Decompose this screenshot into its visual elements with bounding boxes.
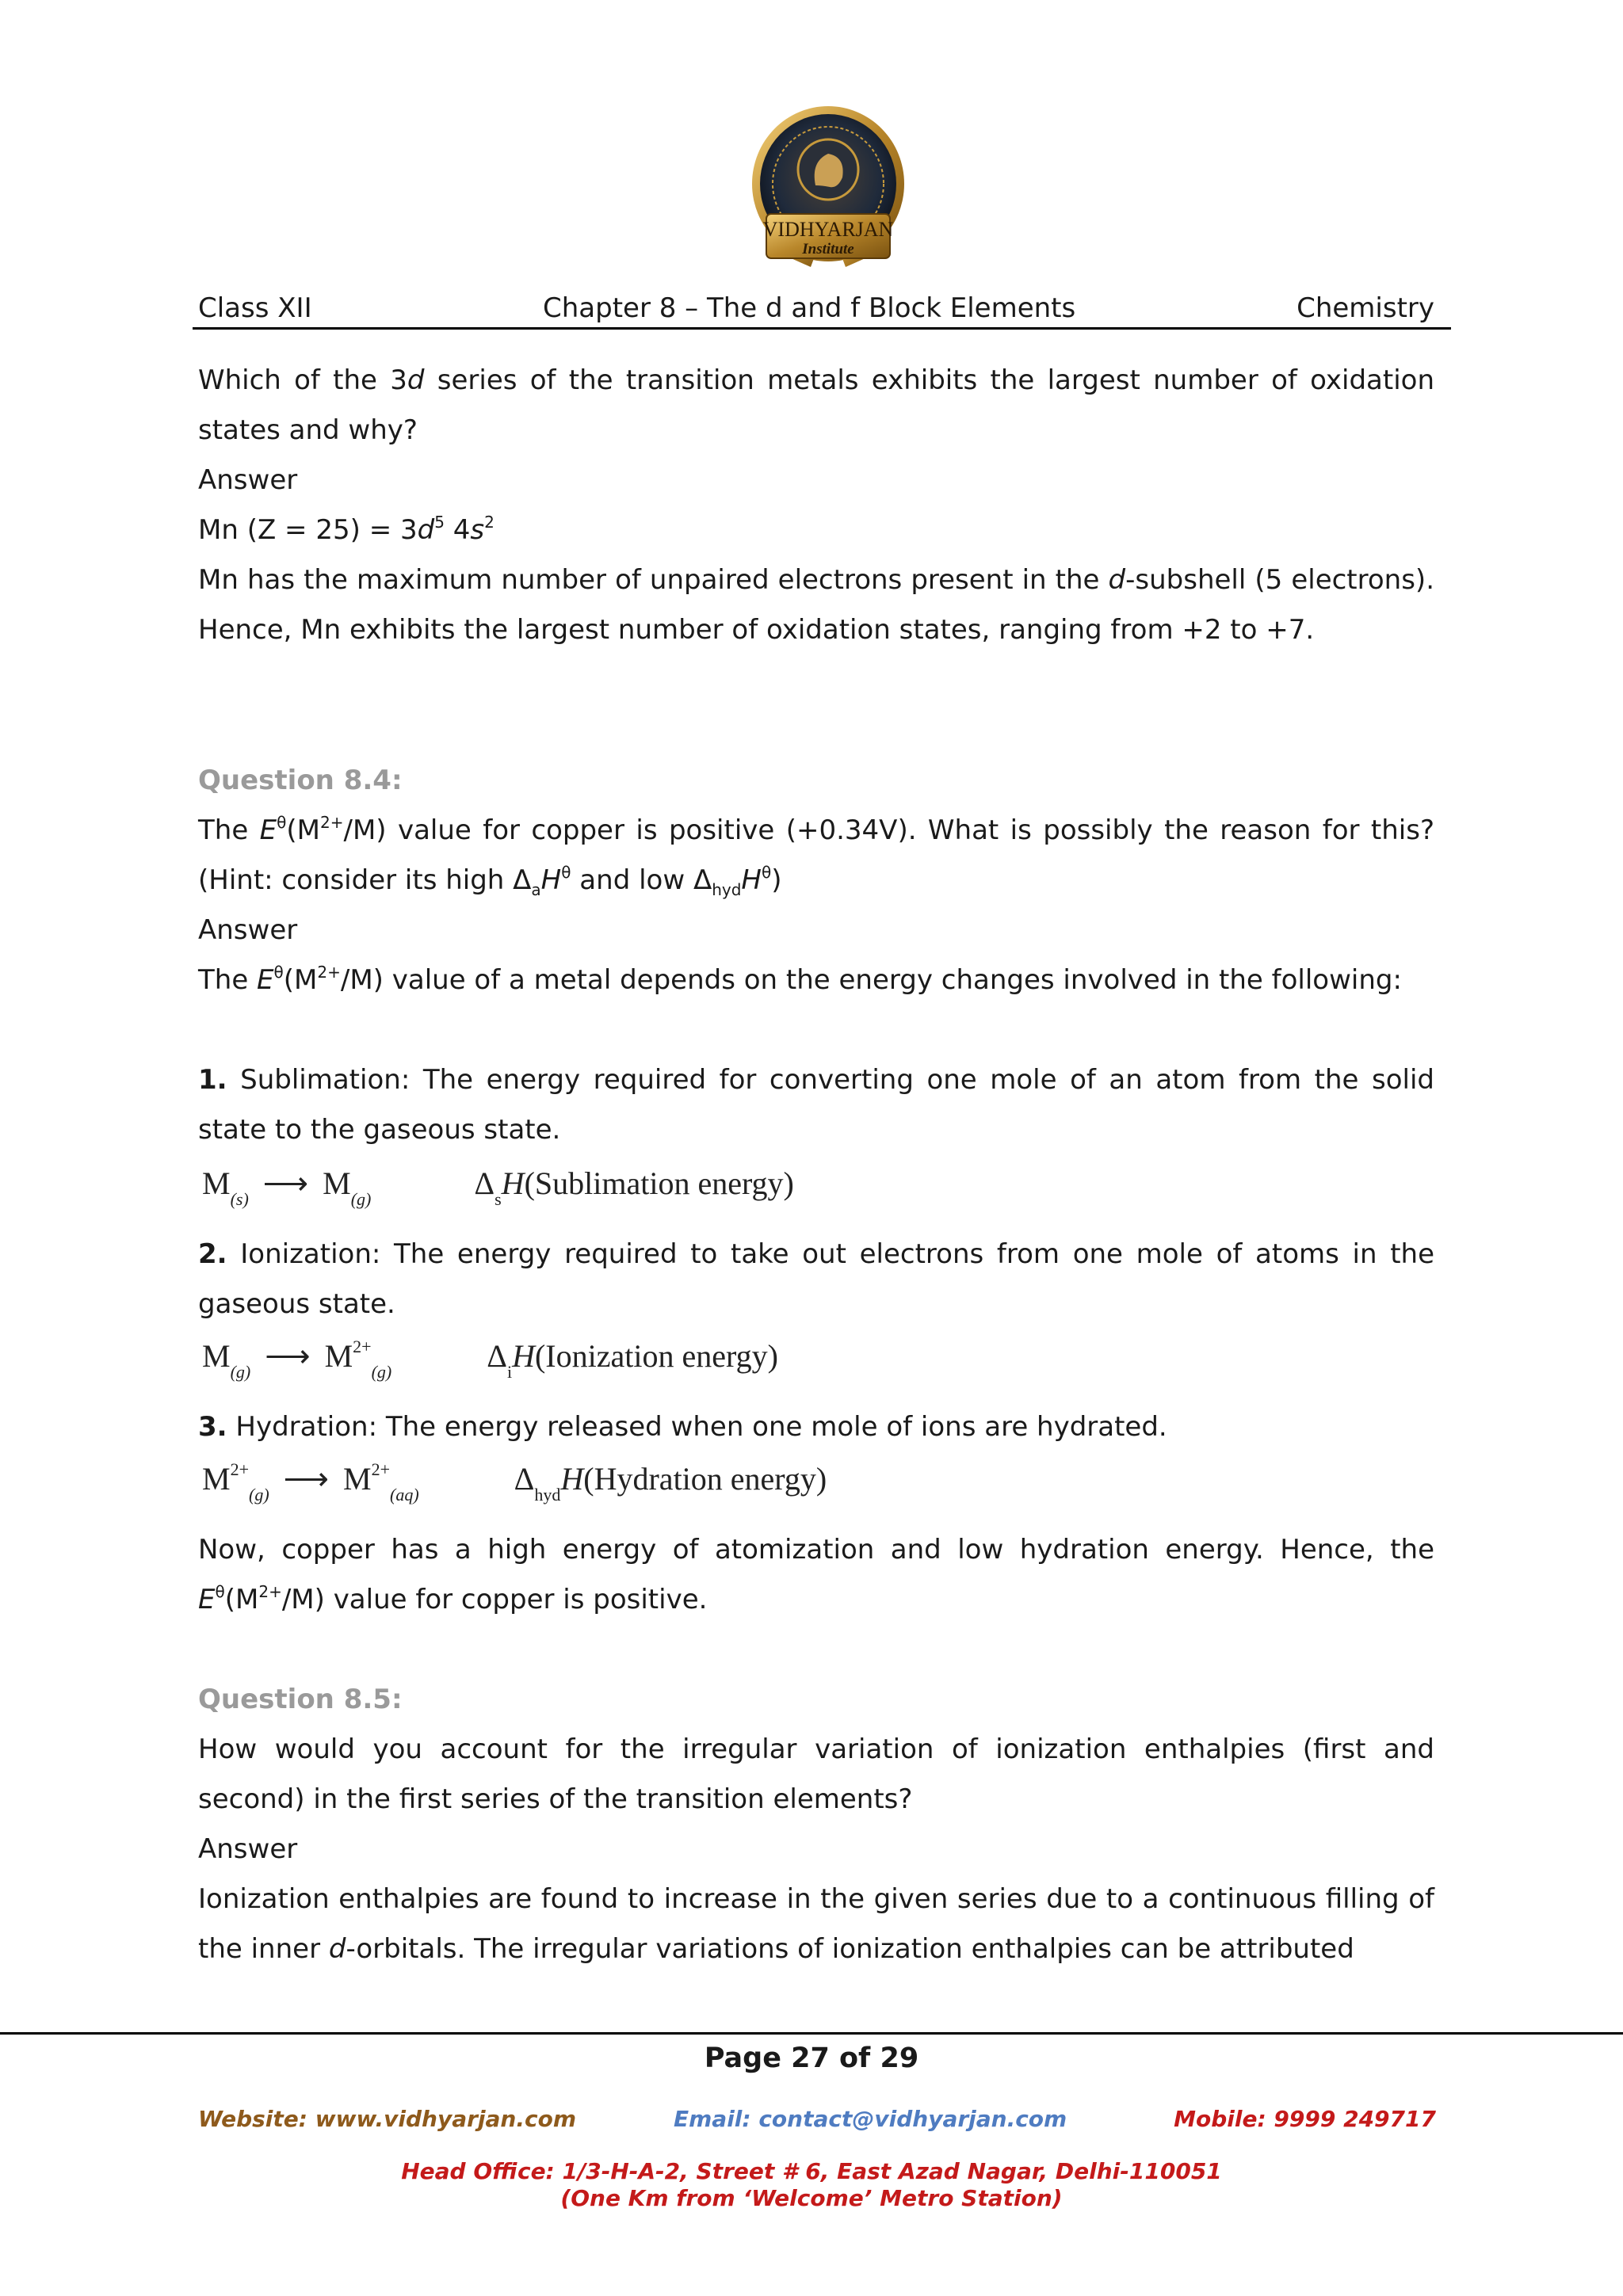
- question-8-5-title: Question 8.5:: [198, 1684, 403, 1715]
- footer-mobile: Mobile: 9999 249717: [1174, 2106, 1436, 2132]
- question-8-4-text: The $E^\theta(M^{2+}/M)$ value for copper is positive (+0.34V). What is possibly the reason for this? (Hint: consider its high $\Delta_aH^\theta$ and low $\Delta_{hyd}H^\theta$): [198, 813, 1434, 899]
- step-sublimation: 1. Sublimation: The energy required for converting one mole of an atom from the solid state to the gaseous state.: [198, 1064, 1434, 1146]
- answer-label: Answer: [198, 1833, 298, 1865]
- header-chapter: Chapter 8 – The d and f Block Elements: [543, 292, 1076, 324]
- question-8-4-title: Question 8.4:: [198, 765, 403, 796]
- page-number: Page 27 of 29: [704, 2042, 919, 2074]
- footer-email[interactable]: Email: contact@vidhyarjan.com: [674, 2106, 1067, 2132]
- answer-8-5-text: Ionization enthalpies are found to increase in the given series due to a continuous filling of the inner d-orbitals. The irregular variations of ionization enthalpies can be attributed: [198, 1883, 1434, 1965]
- equation-ionization: $M_{(g)}$ ⟶ $M^{2+}_{(g)}$ $\Delta_iH(Ionization$ energy): [202, 1337, 778, 1382]
- footer-website[interactable]: Website: www.vidhyarjan.com: [198, 2106, 577, 2132]
- question-8-5-text: How would you account for the irregular variation of ionization enthalpies (first and second) in the first series of the transition elements?: [198, 1733, 1434, 1815]
- header-class: Class XII: [198, 292, 312, 324]
- step-hydration: 3. Hydration: The energy released when one mole of ions are hydrated.: [198, 1411, 1167, 1443]
- electron-configuration: Mn $(Z = 25) = 3d^5$ $4s^2$: [198, 513, 495, 546]
- footer-rule: [0, 2032, 1623, 2035]
- svg-text:VIDHYARJAN: VIDHYARJAN: [762, 218, 894, 241]
- header-subject: Chemistry: [1296, 292, 1434, 324]
- footer-office: [0, 2158, 1623, 2212]
- answer-label: Answer: [198, 914, 298, 946]
- equation-sublimation: $M_{(s)}$ ⟶ $M_{(g)}$ $\Delta_sH(Sublimation$ energy): [202, 1165, 794, 1209]
- answer-label: Answer: [198, 464, 298, 496]
- answer-8-4-intro: The $E^\theta(M^{2+}/M)$ value of a metal depends on the energy changes involved in the following:: [198, 963, 1402, 996]
- svg-text:Institute: Institute: [802, 241, 854, 257]
- question-8-3-text: Which of the 3d series of the transition metals exhibits the largest number of oxidation states and why?: [198, 364, 1434, 446]
- equation-hydration: $M^{2+}_{(g)}$ ⟶ $M^{2+}_{(aq)}$ $\Delta_{hyd}H(Hydration$ energy): [202, 1459, 827, 1505]
- answer-8-4-conclusion: Now, copper has a high energy of atomization and low hydration energy. Hence, the $E^\theta(M^{2+}/M)$ value for copper is positive.: [198, 1534, 1434, 1615]
- step-ionization: 2. Ionization: The energy required to take out electrons from one mole of atoms in the gaseous state.: [198, 1238, 1434, 1320]
- answer-8-3-text: Mn has the maximum number of unpaired electrons present in the d-subshell (5 electrons). Hence, Mn exhibits the largest number of oxidation states, ranging from +2 to +7.: [198, 564, 1434, 646]
- office-address: Head Office: 1/3-H-A-2, Street # 6, East Azad Nagar, Delhi-110051: [401, 2158, 1222, 2184]
- institute-logo: [733, 105, 923, 291]
- header-rule: [193, 327, 1451, 330]
- office-landmark: (One Km from ‘Welcome’ Metro Station): [560, 2185, 1063, 2211]
